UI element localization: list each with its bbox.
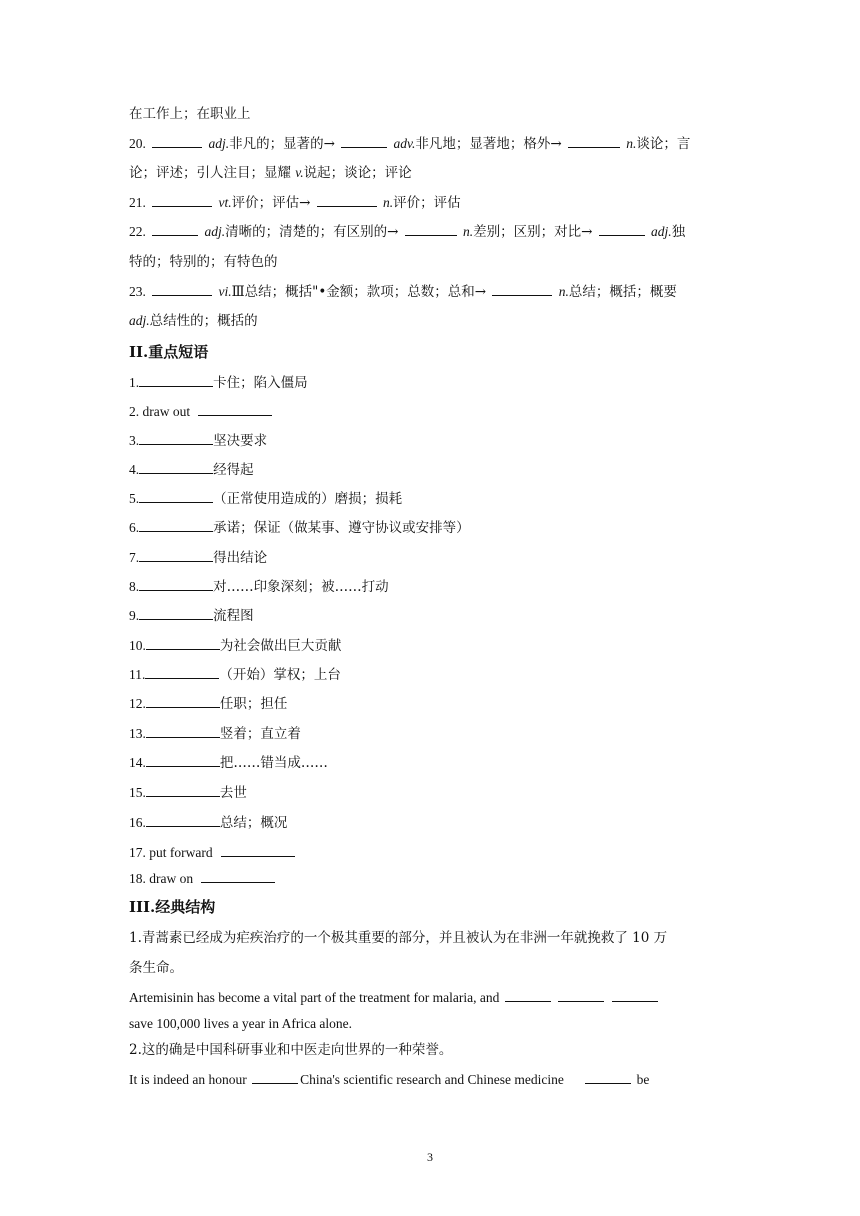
answer-blank[interactable] — [505, 988, 551, 1002]
phrase-item — [129, 373, 739, 393]
phrase-item — [129, 665, 739, 685]
definition: 论；评述；引人注目；显耀 — [129, 165, 296, 181]
item-number: 14. — [129, 755, 146, 770]
phrase-meaning: 对……印象深刻；被……打动 — [213, 579, 389, 595]
item-number: 16. — [129, 815, 146, 830]
answer-blank[interactable] — [201, 869, 275, 883]
phrase-meaning: 流程图 — [213, 608, 254, 624]
answer-blank[interactable] — [152, 193, 212, 207]
item-number: 1. — [129, 375, 140, 390]
structure-2-english — [129, 1070, 739, 1090]
phrase-meaning: 卡住；陷入僵局 — [213, 375, 308, 391]
phrase-item — [129, 489, 739, 509]
answer-blank[interactable] — [146, 694, 220, 708]
item-number: 8. — [129, 579, 140, 594]
pos-tag: adj. — [208, 136, 230, 151]
phrase-item — [129, 869, 739, 889]
item-number: 13. — [129, 726, 146, 741]
phrase-item — [129, 843, 739, 863]
phrase-item — [129, 783, 739, 803]
answer-blank[interactable] — [146, 813, 220, 827]
item-number: 20. — [129, 136, 146, 151]
definition: 清晰的；清楚的；有区别的→ — [225, 224, 399, 240]
answer-blank[interactable] — [558, 988, 604, 1002]
item-number: 21. — [129, 195, 146, 210]
sentence-text: be — [636, 1072, 650, 1087]
sentence-text: Artemisinin has become a vital part of the treatment for malaria, and — [129, 990, 500, 1005]
item-number: 6. — [129, 520, 140, 535]
phrase-meaning: 承诺；保证（做某事、遵守协议或安排等） — [213, 520, 470, 536]
section-heading-phrases: II.重点短语 — [129, 343, 209, 361]
item-number: 4. — [129, 462, 140, 477]
vocab-item-20 — [129, 134, 739, 154]
definition: 非凡地；显著地；格外→ — [415, 136, 562, 152]
answer-blank[interactable] — [152, 222, 198, 236]
answer-blank[interactable] — [405, 222, 457, 236]
answer-blank[interactable] — [139, 489, 213, 503]
definition: Ⅲ总结；概括"•金额；款项；总数；总和→ — [231, 284, 487, 300]
vocab-item-22-cont: 特的；特别的；有特色的 — [129, 254, 278, 270]
item-number: 2. draw out — [129, 404, 191, 419]
answer-blank[interactable] — [341, 134, 387, 148]
phrase-meaning: 为社会做出巨大贡献 — [219, 638, 342, 654]
answer-blank[interactable] — [317, 193, 377, 207]
answer-blank[interactable] — [139, 518, 213, 532]
item-number: 3. — [129, 433, 140, 448]
item-number: 12. — [129, 696, 146, 711]
phrase-item — [129, 724, 739, 744]
structure-1-chinese: 1.青蒿素已经成为疟疾治疗的一个极其重要的部分，并且被认为在非洲一年就挽救了 10 万 — [129, 930, 668, 946]
definition: 谈论；言 — [636, 136, 691, 152]
answer-blank[interactable] — [139, 606, 213, 620]
definition: 独 — [671, 224, 686, 240]
answer-blank[interactable] — [568, 134, 620, 148]
item-number: 7. — [129, 550, 140, 565]
vocab-item-23 — [129, 282, 739, 302]
answer-blank[interactable] — [152, 282, 212, 296]
definition: 说起；谈论；评论 — [303, 165, 412, 181]
phrase-item — [129, 548, 739, 568]
phrase-item — [129, 694, 739, 714]
answer-blank[interactable] — [198, 402, 272, 416]
item-number: 10. — [129, 638, 146, 653]
item-number: 18. draw on — [129, 871, 194, 886]
answer-blank[interactable] — [612, 988, 658, 1002]
answer-blank[interactable] — [146, 753, 220, 767]
answer-blank[interactable] — [139, 548, 213, 562]
phrase-item — [129, 813, 739, 833]
answer-blank[interactable] — [492, 282, 552, 296]
answer-blank[interactable] — [252, 1070, 298, 1084]
phrase-item — [129, 460, 739, 480]
item-number: 15. — [129, 785, 146, 800]
phrase-meaning: 把……错当成…… — [219, 755, 328, 771]
pos-tag: n. — [626, 136, 637, 151]
item-number: 22. — [129, 224, 146, 239]
item-number: 17. put forward — [129, 845, 213, 860]
phrase-meaning: 坚决要求 — [213, 433, 268, 449]
item-number: 9. — [129, 608, 140, 623]
phrase-item — [129, 753, 739, 773]
phrase-meaning: 得出结论 — [213, 550, 268, 566]
structure-1-chinese-cont: 条生命。 — [129, 960, 183, 976]
phrase-meaning: （正常使用造成的）磨损；损耗 — [213, 491, 403, 507]
structure-1-english — [129, 988, 739, 1008]
pos-tag: n. — [558, 284, 569, 299]
pos-tag: n. — [383, 195, 394, 210]
pos-tag: n. — [463, 224, 474, 239]
pos-tag: adj. — [204, 224, 226, 239]
phrase-meaning: 总结；概况 — [219, 815, 288, 831]
answer-blank[interactable] — [145, 665, 219, 679]
item-number: 5. — [129, 491, 140, 506]
answer-blank[interactable] — [139, 373, 213, 387]
pos-tag: vt. — [218, 195, 232, 210]
phrase-item — [129, 402, 739, 422]
answer-blank[interactable] — [139, 577, 213, 591]
answer-blank[interactable] — [585, 1070, 631, 1084]
definition: 非凡的；显著的→ — [229, 136, 335, 152]
answer-blank[interactable] — [221, 843, 295, 857]
structure-2-chinese: 2.这的确是中国科研事业和中医走向世界的一种荣誉。 — [129, 1042, 453, 1058]
vocab-item-23-cont — [129, 311, 739, 331]
definition: 评价；评估 — [393, 195, 461, 211]
phrase-meaning: 任职；担任 — [219, 696, 288, 712]
pos-tag: adj. — [651, 224, 672, 239]
vocab-item-21 — [129, 193, 739, 213]
phrase-item — [129, 636, 739, 656]
section-heading-structures: III.经典结构 — [129, 898, 216, 916]
pos-tag: adj. — [129, 313, 150, 328]
answer-blank[interactable] — [146, 636, 220, 650]
item-number: 23. — [129, 284, 146, 299]
pos-tag: v. — [295, 165, 304, 180]
phrase-meaning: 经得起 — [213, 462, 254, 478]
answer-blank[interactable] — [146, 724, 220, 738]
pos-tag: vi. — [218, 284, 232, 299]
phrase-item — [129, 431, 739, 451]
definition: 总结性的；概括的 — [149, 313, 258, 329]
definition: 差别；区别；对比→ — [473, 224, 593, 240]
answer-blank[interactable] — [139, 431, 213, 445]
structure-1-english-cont: save 100,000 lives a year in Africa alone. — [129, 1016, 353, 1031]
sentence-text: China's scientific research and Chinese medicine — [300, 1072, 564, 1087]
phrase-meaning: （开始）掌权；上台 — [219, 667, 341, 683]
pos-tag: adv. — [393, 136, 416, 151]
phrase-meaning: 去世 — [219, 785, 247, 801]
definition: 评价；评估→ — [231, 195, 311, 211]
definition: 总结；概括；概要 — [568, 284, 677, 300]
page-number: 3 — [427, 1150, 433, 1164]
phrase-item — [129, 577, 739, 597]
item-number: 11. — [129, 667, 146, 682]
answer-blank[interactable] — [139, 460, 213, 474]
phrase-item — [129, 606, 739, 626]
answer-blank[interactable] — [146, 783, 220, 797]
vocab-line-0: 在工作上；在职业上 — [129, 106, 251, 122]
vocab-item-20-cont — [129, 163, 739, 183]
answer-blank[interactable] — [152, 134, 202, 148]
phrase-item — [129, 518, 739, 538]
answer-blank[interactable] — [599, 222, 645, 236]
vocab-item-22 — [129, 222, 739, 242]
phrase-meaning: 竖着；直立着 — [219, 726, 301, 742]
sentence-text: It is indeed an honour — [129, 1072, 247, 1087]
